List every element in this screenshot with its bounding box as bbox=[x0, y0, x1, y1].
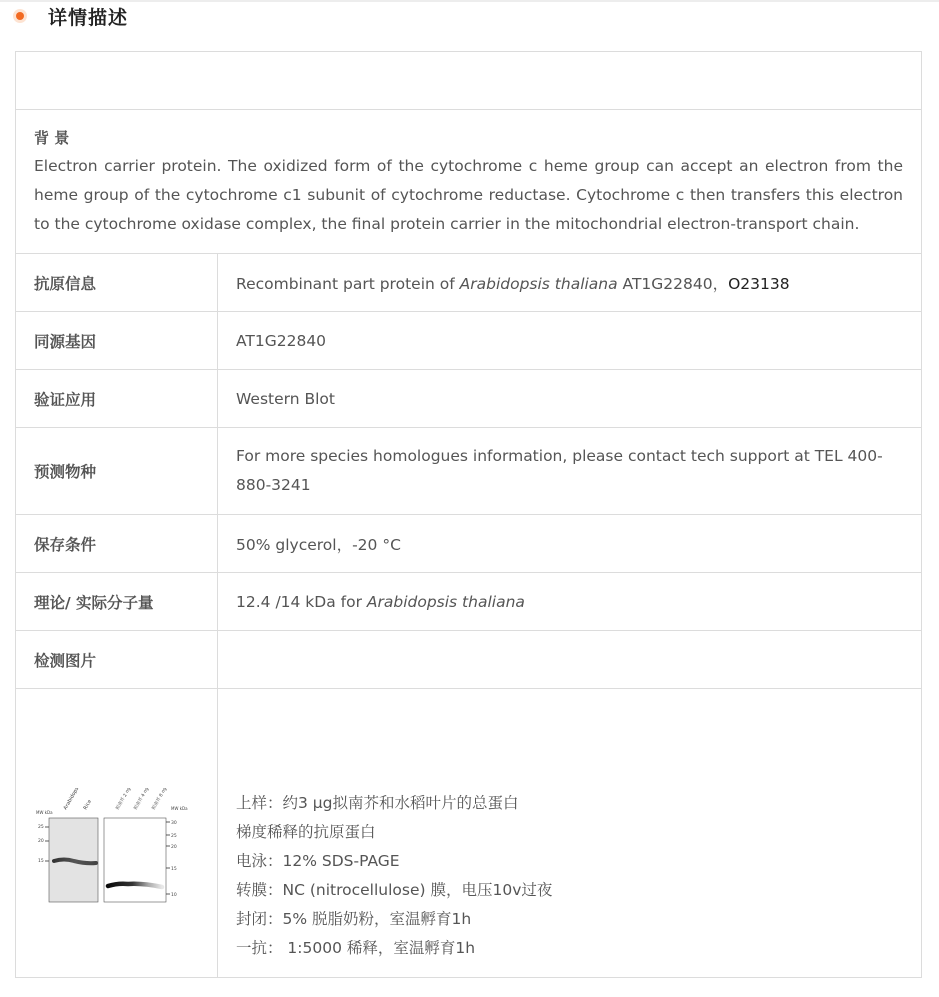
table-row-background bbox=[16, 110, 922, 254]
blot-image-cell bbox=[16, 689, 218, 978]
background-text: Electron carrier protein. The oxidized form of the cytochrome c heme group can accept an electron from the heme group of the cytochrome c1 subunit of cytochrome reductase. Cytochrome c then transfers this electron to the cytochrome oxidase complex, the final protein carrier in the mitochondrial electron-transport chain. bbox=[34, 157, 903, 233]
antigen-accession: O23138 bbox=[728, 274, 790, 293]
bullet-dot-icon bbox=[16, 12, 24, 20]
western-blot-image[interactable] bbox=[34, 788, 194, 908]
mw-right-10: 10 bbox=[171, 893, 177, 898]
section-header bbox=[14, 2, 128, 30]
application-value: Western Blot bbox=[218, 370, 922, 428]
table-row-homolog bbox=[16, 312, 922, 370]
table-row-storage bbox=[16, 515, 922, 573]
storage-label: 保存条件 bbox=[16, 515, 218, 573]
table-row-species bbox=[16, 428, 922, 515]
mw-left-header: MW kDa bbox=[36, 810, 53, 815]
background-cell bbox=[16, 110, 922, 254]
blot-legend-cell bbox=[218, 689, 922, 978]
species-value: For more species homologues information, please contact tech support at TEL 400-880-3241 bbox=[218, 428, 922, 515]
mw-left-20: 20 bbox=[38, 839, 44, 844]
mw-species: Arabidopsis thaliana bbox=[366, 592, 525, 611]
antigen-gene: AT1G22840， bbox=[617, 274, 729, 293]
lane-label-rice: Rice bbox=[82, 798, 94, 811]
legend-line-sample: 上样：约3 μg拟南芥和水稻叶片的总蛋白 bbox=[236, 794, 519, 812]
background-label: 背 景 bbox=[34, 129, 70, 147]
legend-line-antigen: 梯度稀释的抗原蛋白 bbox=[236, 823, 376, 841]
empty-cell bbox=[16, 52, 922, 110]
lane-label-arabidopsis: Arabidopsis bbox=[62, 788, 83, 811]
mw-left-25: 25 bbox=[38, 825, 44, 830]
mw-right-20: 20 bbox=[171, 845, 177, 850]
product-detail-table bbox=[15, 51, 922, 978]
antigen-species: Arabidopsis thaliana bbox=[459, 274, 618, 293]
application-label: 验证应用 bbox=[16, 370, 218, 428]
mw-label: 理论/ 实际分子量 bbox=[16, 573, 218, 631]
mw-prefix: 12.4 /14 kDa for bbox=[236, 592, 367, 611]
mw-right-25: 25 bbox=[171, 834, 177, 839]
legend-line-primary-antibody: 一抗： 1:5000 稀释，室温孵育1h bbox=[236, 939, 476, 957]
table-row-application bbox=[16, 370, 922, 428]
antigen-value bbox=[218, 254, 922, 312]
table-row-images bbox=[16, 631, 922, 689]
homolog-value: AT1G22840 bbox=[218, 312, 922, 370]
mw-left-15: 15 bbox=[38, 859, 44, 864]
table-row-antigen bbox=[16, 254, 922, 312]
lane-label-8ng: 拟南芥 8 ng bbox=[151, 788, 169, 811]
images-label: 检测图片 bbox=[16, 631, 218, 689]
top-divider bbox=[0, 0, 939, 2]
western-blot-figure bbox=[34, 788, 194, 908]
lane-label-4ng: 拟南芥 4 ng bbox=[133, 788, 151, 811]
table-row-mw bbox=[16, 573, 922, 631]
mw-right-30: 30 bbox=[171, 821, 177, 826]
antigen-label: 抗原信息 bbox=[16, 254, 218, 312]
legend-line-blocking: 封闭：5% 脱脂奶粉，室温孵育1h bbox=[236, 910, 472, 928]
blot-panel-antigen bbox=[104, 818, 166, 902]
mw-value bbox=[218, 573, 922, 631]
images-value-empty bbox=[218, 631, 922, 689]
lane-label-2ng: 拟南芥 2 ng bbox=[115, 788, 133, 811]
section-title: 详情描述 bbox=[48, 6, 129, 29]
mw-right-header: MW kDa bbox=[171, 806, 188, 811]
legend-line-electrophoresis: 电泳：12% SDS-PAGE bbox=[236, 852, 400, 870]
homolog-label: 同源基因 bbox=[16, 312, 218, 370]
species-label: 预测物种 bbox=[16, 428, 218, 515]
table-row-empty bbox=[16, 52, 922, 110]
antigen-prefix: Recombinant part protein of bbox=[236, 274, 460, 293]
storage-value: 50% glycerol，-20 °C bbox=[218, 515, 922, 573]
mw-right-15: 15 bbox=[171, 867, 177, 872]
table-row-blot bbox=[16, 689, 922, 978]
legend-line-transfer: 转膜：NC (nitrocellulose) 膜，电压10v过夜 bbox=[236, 881, 553, 899]
